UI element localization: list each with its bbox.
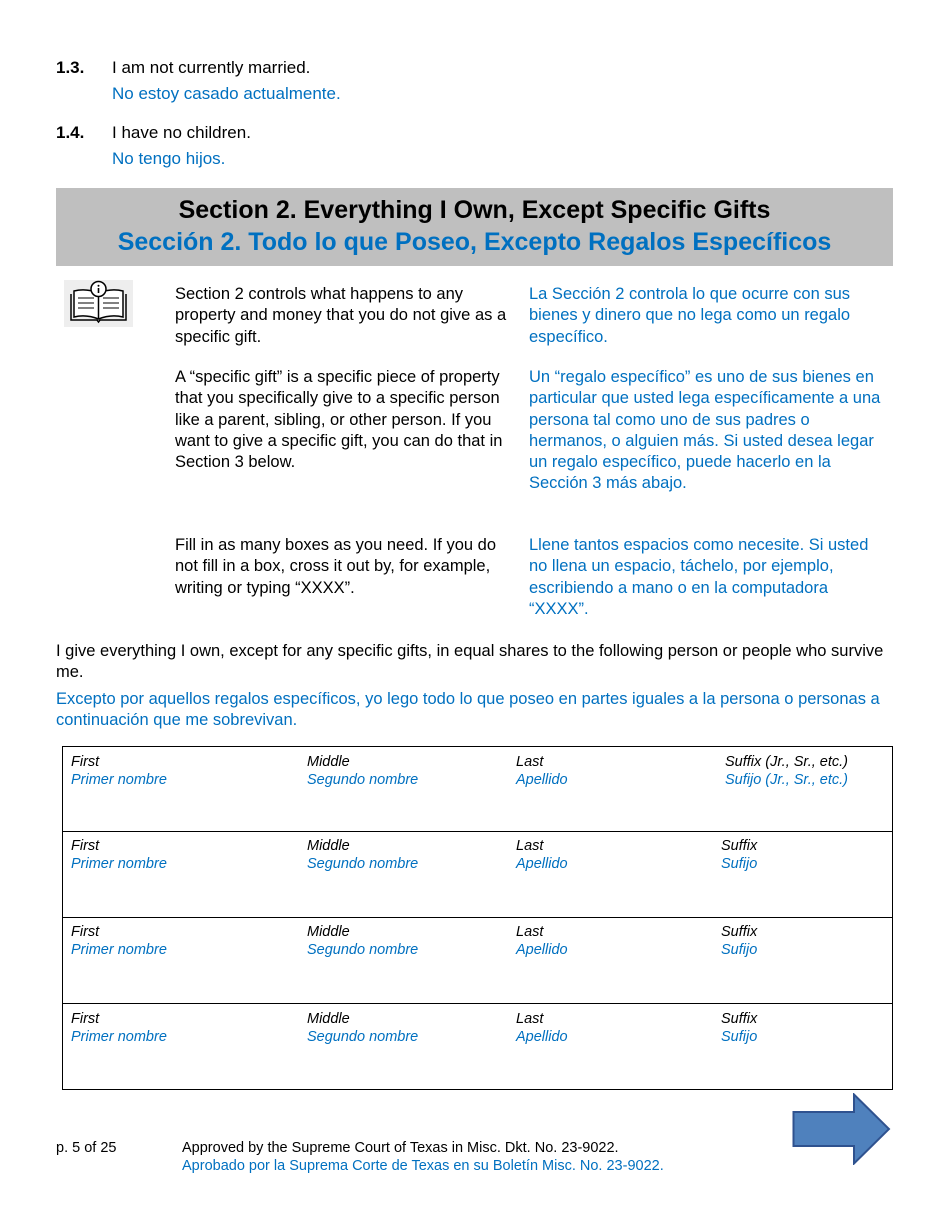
item-text-es: No tengo hijos. [112, 149, 226, 168]
statement-es: Excepto por aquellos regalos específicos, yo lego todo lo que poseo en partes iguales a la persona o personas a continuación que me sobrevivan. [56, 690, 880, 730]
statement-en: I give everything I own, except for any specific gifts, in equal shares to the following person or people who survive me. [56, 642, 884, 682]
beneficiary-row[interactable] [63, 832, 892, 918]
middle-name-label: Middle Segundo nombre [307, 838, 419, 872]
section-title-es: Sección 2. Todo lo que Poseo, Excepto Regalos Específicos [117, 228, 832, 256]
instruction-en: A “specific gift” is a specific piece of property that you specifically give to a specific person like a parent, sibling, or other person. If you want to give a specific gift, you can do that in Section 3 below. [175, 368, 503, 472]
item-text-en: I have no children. [112, 123, 251, 142]
suffix-label: Suffix Sufijo [721, 1011, 758, 1045]
middle-name-label: Middle Segundo nombre [307, 924, 419, 958]
instruction-es: La Sección 2 controla lo que ocurre con sus bienes y dinero que no lega como un regalo específico. [529, 285, 851, 346]
item-text-en: I am not currently married. [112, 58, 311, 77]
beneficiary-row[interactable] [63, 747, 892, 832]
last-name-label: Last Apellido [516, 924, 568, 958]
first-name-label: First Primer nombre [71, 1011, 167, 1045]
suffix-label: Suffix Sufijo [721, 924, 758, 958]
approval-en: Approved by the Supreme Court of Texas in Misc. Dkt. No. 23-9022. [182, 1140, 619, 1156]
instruction-en: Fill in as many boxes as you need. If you do not fill in a box, cross it out by, for example, writing or typing “XXXX”. [175, 536, 497, 597]
beneficiary-row[interactable] [63, 1004, 892, 1091]
first-name-label: First Primer nombre [71, 754, 167, 788]
section-header [56, 188, 893, 266]
beneficiary-table [62, 746, 893, 1090]
instruction-es: Un “regalo específico” es uno de sus bienes en particular que usted lega específicamente a una persona tal como uno de sus padres o hermanos, o alguien más. Si usted desea legar un regalo específico, puede hacerlo en la Sección 3 más abajo. [529, 368, 881, 493]
suffix-label: Suffix Sufijo [721, 838, 758, 872]
last-name-label: Last Apellido [516, 754, 568, 788]
instruction-en: Section 2 controls what happens to any property and money that you do not give as a specific gift. [175, 285, 507, 346]
middle-name-label: Middle Segundo nombre [307, 1011, 419, 1045]
approval-es: Aprobado por la Suprema Corte de Texas en su Boletín Misc. No. 23-9022. [182, 1158, 664, 1174]
info-book-icon [64, 280, 133, 327]
first-name-label: First Primer nombre [71, 838, 167, 872]
page-number: p. 5 of 25 [56, 1140, 117, 1156]
suffix-label: Suffix (Jr., Sr., etc.) Sufijo (Jr., Sr., etc.) [725, 754, 849, 788]
section-title-en: Section 2. Everything I Own, Except Specific Gifts [178, 196, 771, 224]
item-number: 1.4. [56, 123, 85, 142]
item-text-es: No estoy casado actualmente. [112, 84, 341, 103]
last-name-label: Last Apellido [516, 1011, 568, 1045]
beneficiary-row[interactable] [63, 918, 892, 1004]
middle-name-label: Middle Segundo nombre [307, 754, 419, 788]
first-name-label: First Primer nombre [71, 924, 167, 958]
instruction-es: Llene tantos espacios como necesite. Si usted no llena un espacio, táchelo, por ejemplo, escribiendo a mano o en la computadora “XXXX”. [529, 536, 869, 618]
last-name-label: Last Apellido [516, 838, 568, 872]
next-page-arrow-icon[interactable] [792, 1093, 892, 1165]
item-number: 1.3. [56, 58, 85, 77]
